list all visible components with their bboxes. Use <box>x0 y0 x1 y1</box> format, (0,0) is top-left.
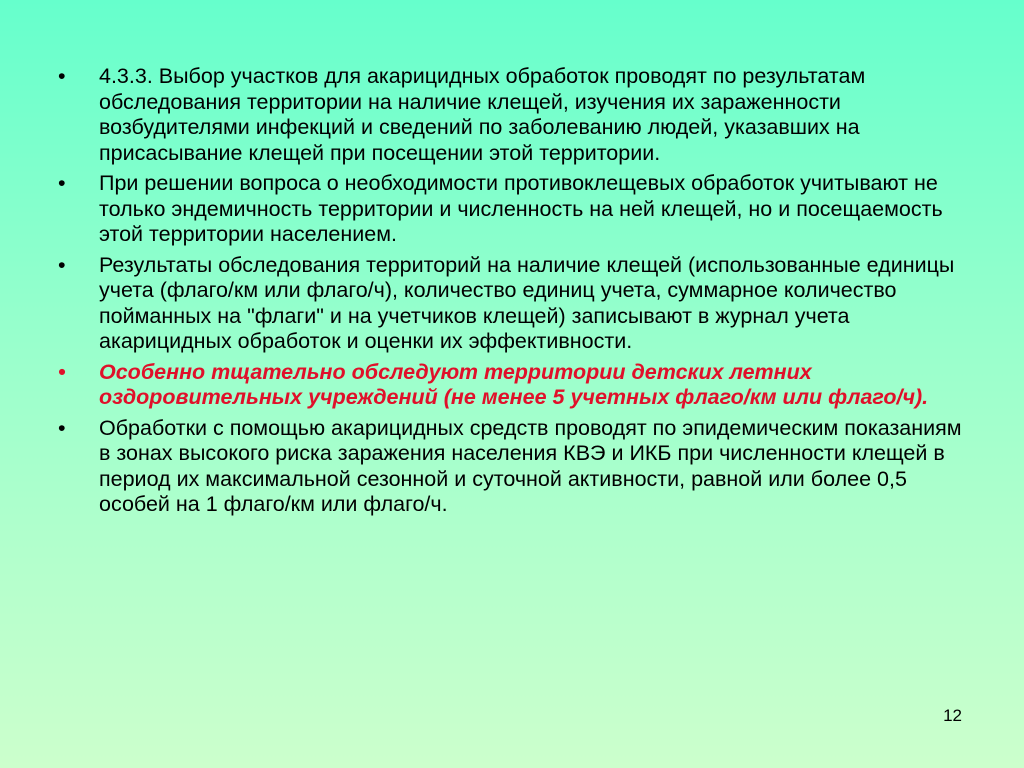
bullet-text: Особенно тщательно обследуют территории детских летних оздоровительных учреждений (не менее 5 учетных флаго/км или флаго/ч). <box>99 359 929 409</box>
page-number: 12 <box>943 706 962 725</box>
slide-content <box>58 64 978 523</box>
bullet-icon: • <box>58 252 66 277</box>
bullet-icon: • <box>58 64 66 88</box>
bullet-icon: • <box>58 171 66 195</box>
bullet-item-1 <box>58 64 978 166</box>
bullet-icon: • <box>58 359 66 384</box>
bullet-item-2 <box>58 171 978 248</box>
bullet-item-3 <box>58 253 978 355</box>
bullet-list <box>58 64 978 518</box>
bullet-icon: • <box>58 415 66 440</box>
bullet-item-4-highlight <box>58 360 978 411</box>
bullet-text: Результаты обследования территорий на наличие клещей (использованные единицы учета (флаго/км или флаго/ч), количество единиц учета, суммарное количество пойманных на "флаги" и на учетчиков клещей) записывают в журнал учета акарицидных обработок и оценки их эффективности. <box>99 252 955 353</box>
bullet-text: 4.3.3. Выбор участков для акарицидных обработок проводят по результатам обследования территории на наличие клещей, изучения их зараженности возбудителями инфекций и сведений по заболеванию людей, указавших на присасывание клещей при посещении этой территории. <box>99 64 866 165</box>
bullet-text: Обработки с помощью акарицидных средств проводят по эпидемическим показаниям в зонах высокого риска заражения населения КВЭ и ИКБ при численности клещей в период их максимальной сезонной и суточной активности, равной или более 0,5 особей на 1 флаго/км или флаго/ч. <box>99 415 962 516</box>
bullet-text: При решении вопроса о необходимости противоклещевых обработок учитывают не только эндемичность территории и численность на ней клещей, но и посещаемость этой территории населением. <box>99 171 943 246</box>
bullet-item-5 <box>58 416 978 518</box>
